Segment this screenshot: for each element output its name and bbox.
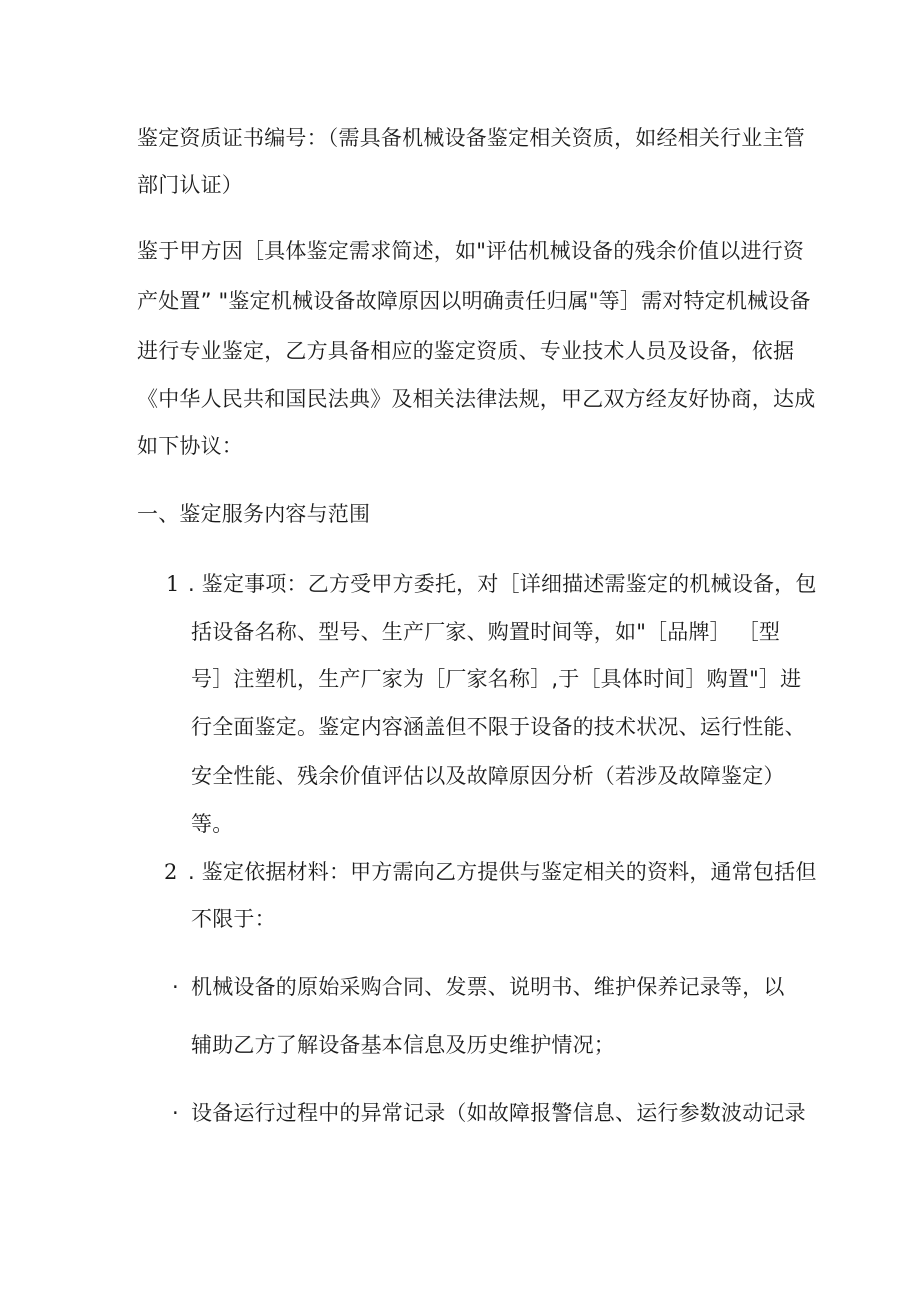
item-2-line: . 鉴定依据材料：甲方需向乙方提供与鉴定相关的资料，通常包括但 [188,860,817,884]
intro-line: 产处置” "鉴定机械设备故障原因以明确责任归属"等］需对特定机械设备 [137,289,811,313]
item-1-line: 安全性能、残余价值评估以及故障原因分析（若涉及故障鉴定） [191,764,785,788]
cert-number-line: 鉴定资质证书编号：（需具备机械设备鉴定相关资质，如经相关行业主管 [137,126,805,150]
cert-number-line-cont: 部门认证） [137,173,243,197]
item-1-line: . 鉴定事项：乙方受甲方委托，对［详细描述需鉴定的机械设备，包 [188,572,817,596]
item-number: 1 [166,572,180,596]
intro-line: 鉴于甲方因［具体鉴定需求简述，如"评估机械设备的残余价值以进行资 [137,239,805,263]
intro-line: 进行专业鉴定，乙方具备相应的鉴定资质、专业技术人员及设备，依据 [137,339,795,363]
item-1-line: 等。 [191,812,234,836]
bullet-line: 辅助乙方了解设备基本信息及历史维护情况； [191,1033,615,1057]
intro-line: 如下协议： [137,434,243,458]
bullet-dot-icon: · [172,975,179,999]
item-number: 2 [164,860,178,884]
bullet-dot-icon: · [172,1101,179,1125]
bullet-line: 设备运行过程中的异常记录（如故障报警信息、运行参数波动记录 [191,1101,806,1125]
item-1-line: 行全面鉴定。鉴定内容涵盖但不限于设备的技术状况、运行性能、 [191,715,806,739]
intro-line: 《中华人民共和国民法典》及相关法律法规，甲乙双方经友好协商，达成 [137,387,816,411]
item-1-line: 括设备名称、型号、生产厂家、购置时间等，如"［品牌］ ［型 [191,620,781,644]
bullet-line: 机械设备的原始采购合同、发票、说明书、维护保养记录等，以 [191,975,785,999]
section-heading: 一、鉴定服务内容与范围 [137,502,371,526]
item-2-line: 不限于： [191,907,276,931]
item-1-line: 号］注塑机，生产厂家为［厂家名称］,于［具体时间］购置"］进 [191,667,802,691]
